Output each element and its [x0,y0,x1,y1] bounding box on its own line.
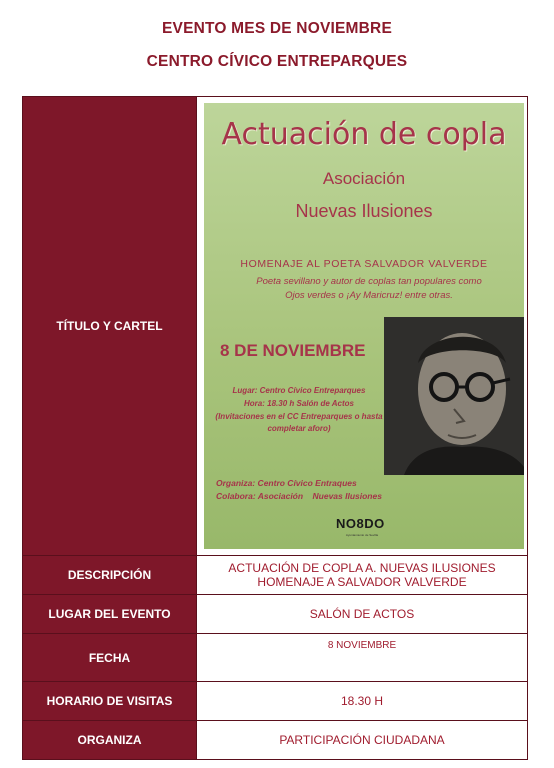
poster-invitaciones: (Invitaciones en el CC Entreparques o hasta completar aforo) [215,412,383,433]
poster-label: TÍTULO Y CARTEL [23,97,197,556]
poster-organiza: Organiza: Centro Cívico Entraques [216,478,357,488]
lugar-label: LUGAR DEL EVENTO [23,595,197,634]
poster-homenaje: HOMENAJE AL POETA SALVADOR VALVERDE [240,258,488,270]
description-value [197,556,528,595]
poster-desc-line1: Poeta sevillano y autor de coplas tan populares como [256,276,482,287]
description-label: DESCRIPCIÓN [23,556,197,595]
event-info-table [22,96,528,760]
page-subtitle: CENTRO CÍVICO ENTREPARQUES [146,53,408,70]
table-row-poster [23,97,528,556]
poster-details [214,385,384,436]
event-poster [204,103,524,549]
fecha-value: 8 NOVIEMBRE [197,634,528,682]
poster-nuevas: Nuevas Ilusiones [295,201,433,221]
horario-label: HORARIO DE VISITAS [23,682,197,721]
table-row-lugar [23,595,528,634]
no8do-logo: NO8DO [336,516,385,531]
poster-cell [197,97,528,556]
fecha-label: FECHA [23,634,197,682]
poster-colabora: Colabora: Asociación Nuevas Ilusiones [216,491,382,501]
poster-asociacion: Asociación [322,169,406,188]
portrait-photo-icon [384,317,524,475]
logo-subtitle: Ayuntamiento de Sevilla [345,533,379,537]
poster-lugar: Lugar: Centro Cívico Entreparques [232,386,366,395]
poster-description [224,275,514,303]
description-line2: HOMENAJE A SALVADOR VALVERDE [257,575,467,589]
organiza-label: ORGANIZA [23,721,197,760]
table-row-fecha [23,634,528,682]
table-row-horario [23,682,528,721]
lugar-value: SALÓN DE ACTOS [197,595,528,634]
poster-organizers [216,477,382,503]
table-row-organiza [23,721,528,760]
horario-value: 18.30 H [197,682,528,721]
description-line1: ACTUACIÓN DE COPLA A. NUEVAS ILUSIONES [228,561,496,575]
poster-hora: Hora: 18.30 h Salón de Actos [244,399,354,408]
poster-title: Actuación de copla [221,117,507,152]
page-title: EVENTO MES DE NOVIEMBRE [162,20,392,37]
poster-date: 8 DE NOVIEMBRE [220,341,366,360]
poster-desc-line2: Ojos verdes o ¡Ay Maricruz! entre otras. [285,290,453,301]
organiza-value: PARTICIPACIÓN CIUDADANA [197,721,528,760]
portrait-photo-svg [384,317,524,475]
table-row-description [23,556,528,595]
